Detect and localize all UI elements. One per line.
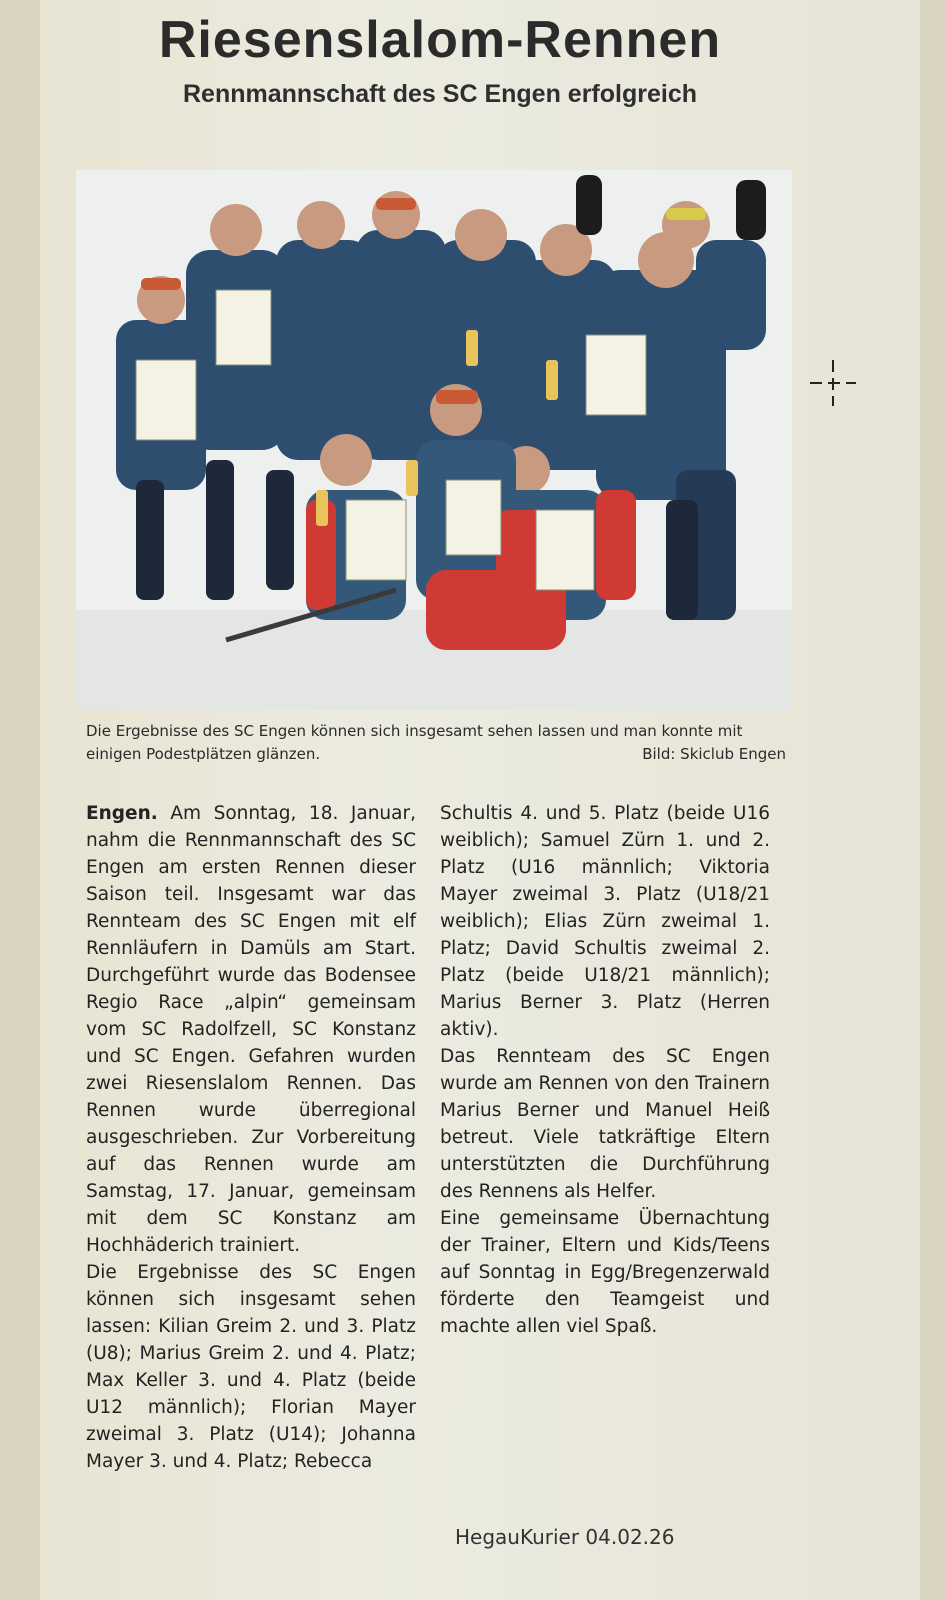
article-headline: Riesenslalom-Rennen	[158, 11, 722, 69]
article-paragraph-1	[86, 800, 416, 1259]
team-photo-illustration	[76, 170, 792, 710]
article-subheadline: Rennmannschaft des SC Engen erfolgreich	[183, 80, 697, 108]
caption-text: Die Ergebnisse des SC Engen können sich insgesamt sehen lassen und man konnte mit einigen Podestplätzen glänzen.	[86, 722, 743, 763]
article-column-right	[440, 800, 770, 1340]
article-paragraph-2: Die Ergebnisse des SC Engen können sich insgesamt sehen lassen: Kilian Greim 2. und 3. Platz (U8); Marius Greim 2. und 4. Platz; Max Keller 3. und 4. Platz (beide U12 männlich); Florian Mayer zweimal 3. Platz (U14); Johanna Mayer 3. und 4. Platz; Rebecca	[86, 1262, 416, 1472]
photo-caption	[86, 720, 786, 766]
photo-credit: Bild: Skiclub Engen	[642, 745, 786, 763]
article-paragraph-3: Das Rennteam des SC Engen wurde am Rennen von den Trainern Marius Berner und Manuel Heiß betreut. Viele tatkräftige Eltern unterstützten die Durchführung des Rennens als Helfer.	[440, 1046, 770, 1202]
article-column-left	[86, 800, 416, 1475]
article-paragraph-2-continued: Schultis 4. und 5. Platz (beide U16 weiblich); Samuel Zürn 1. und 2. Platz (U16 männlich; Viktoria Mayer zweimal 3. Platz (U18/21 weiblich); Elias Zürn zweimal 1. Platz; David Schultis zweimal 2. Platz (beide U18/21 männlich); Marius Berner 3. Platz (Herren aktiv).	[440, 803, 770, 1040]
publication-source: HegauKurier 04.02.26	[455, 1525, 675, 1549]
article-paragraph-1-text: Am Sonntag, 18. Januar, nahm die Rennmannschaft des SC Engen am ersten Rennen dieser Saison teil. Insgesamt war das Rennteam des SC Engen mit elf Rennläufern in Damüls am Start. Durchgeführt wurde das Bodensee Regio Race „alpin“ gemeinsam vom SC Radolfzell, SC Konstanz und SC Engen. Gefahren wurden zwei Riesenslalom Rennen. Das Rennen wurde überregional ausgeschrieben. Zur Vorbereitung auf das Rennen wurde am Samstag, 17. Januar, gemeinsam mit dem SC Konstanz am Hochhäderich trainiert.	[86, 803, 416, 1256]
article-dateline: Engen.	[86, 803, 158, 824]
article-paragraph-4: Eine gemeinsame Übernachtung der Trainer, Eltern und Kids/Teens auf Sonntag in Egg/Bregenzerwald förderte den Teamgeist und machte allen viel Spaß.	[440, 1208, 770, 1337]
crosshair-cursor-icon	[810, 360, 856, 406]
team-photo	[76, 170, 792, 710]
